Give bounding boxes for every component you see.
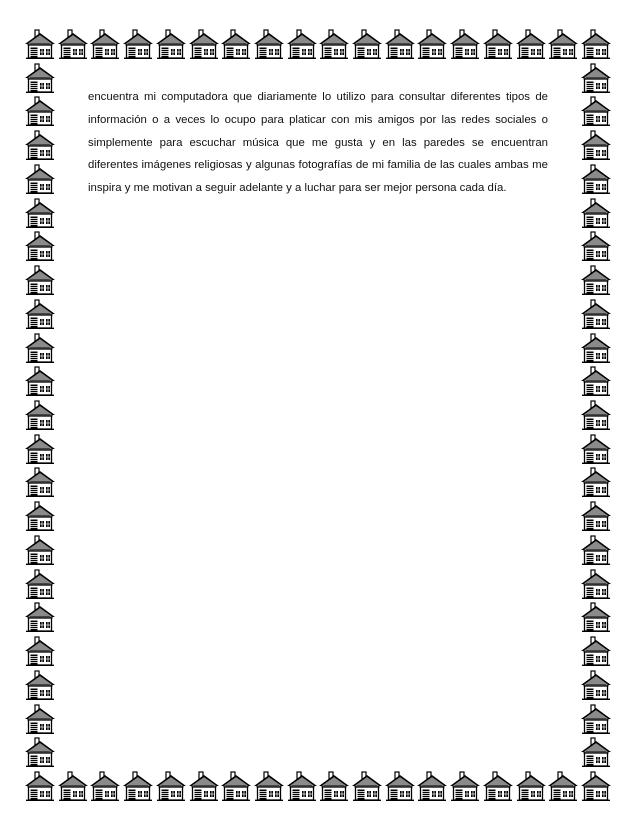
house-icon [580, 95, 612, 127]
house-icon [24, 298, 56, 330]
house-icon [384, 28, 416, 60]
house-icon [580, 500, 612, 532]
house-icon [449, 28, 481, 60]
house-icon [122, 28, 154, 60]
house-icon [351, 770, 383, 802]
house-icon [24, 466, 56, 498]
house-icon [24, 230, 56, 262]
house-icon [24, 770, 56, 802]
house-icon [416, 770, 448, 802]
house-icon [24, 669, 56, 701]
house-icon [318, 28, 350, 60]
house-icon [24, 736, 56, 768]
house-icon [188, 28, 220, 60]
house-icon [24, 264, 56, 296]
house-icon [24, 500, 56, 532]
house-icon [580, 466, 612, 498]
house-icon [89, 28, 121, 60]
house-icon [122, 770, 154, 802]
house-icon [286, 770, 318, 802]
house-icon [580, 264, 612, 296]
house-icon [580, 365, 612, 397]
house-icon [482, 28, 514, 60]
house-icon [220, 770, 252, 802]
house-icon [24, 399, 56, 431]
house-icon [515, 770, 547, 802]
house-icon [89, 770, 121, 802]
house-icon [580, 534, 612, 566]
house-icon [580, 62, 612, 94]
house-icon [384, 770, 416, 802]
house-icon [24, 332, 56, 364]
house-icon [24, 601, 56, 633]
house-icon [515, 28, 547, 60]
house-icon [24, 28, 56, 60]
house-icon [24, 95, 56, 127]
house-icon [24, 129, 56, 161]
house-icon [57, 28, 89, 60]
paragraph: encuentra mi computadora que diariamente lo utilizo para consultar diferentes tipos de información o a veces lo ocupo para platicar con mis amigos por las redes sociales o simplemente para escuchar música que me gusta y en las paredes se encuentran diferentes imágenes religiosas y algunas fotografías de mi familia de las cuales ambas me inspira y me motivan a seguir adelante y a luchar para ser mejor persona cada día. [88, 91, 548, 195]
house-icon [24, 163, 56, 195]
house-icon [24, 197, 56, 229]
house-icon [24, 635, 56, 667]
house-icon [580, 197, 612, 229]
house-icon [155, 28, 187, 60]
house-icon [24, 703, 56, 735]
house-icon [286, 28, 318, 60]
house-icon [580, 230, 612, 262]
house-icon [580, 669, 612, 701]
house-icon [24, 433, 56, 465]
house-icon [580, 601, 612, 633]
house-icon [416, 28, 448, 60]
house-icon [580, 332, 612, 364]
house-icon [351, 28, 383, 60]
house-icon [580, 399, 612, 431]
house-icon [580, 635, 612, 667]
house-icon [57, 770, 89, 802]
house-icon [580, 703, 612, 735]
house-icon [580, 129, 612, 161]
house-icon [155, 770, 187, 802]
house-icon [580, 163, 612, 195]
house-icon [580, 433, 612, 465]
house-icon [188, 770, 220, 802]
house-icon [24, 568, 56, 600]
house-icon [580, 28, 612, 60]
house-icon [580, 770, 612, 802]
house-icon [580, 736, 612, 768]
house-icon [580, 298, 612, 330]
house-icon [580, 568, 612, 600]
body-text [88, 86, 548, 200]
house-icon [253, 28, 285, 60]
house-icon [318, 770, 350, 802]
house-icon [482, 770, 514, 802]
house-icon [253, 770, 285, 802]
house-icon [547, 28, 579, 60]
house-icon [547, 770, 579, 802]
house-icon [220, 28, 252, 60]
house-icon [24, 365, 56, 397]
house-icon [24, 62, 56, 94]
house-icon [24, 534, 56, 566]
house-icon [449, 770, 481, 802]
